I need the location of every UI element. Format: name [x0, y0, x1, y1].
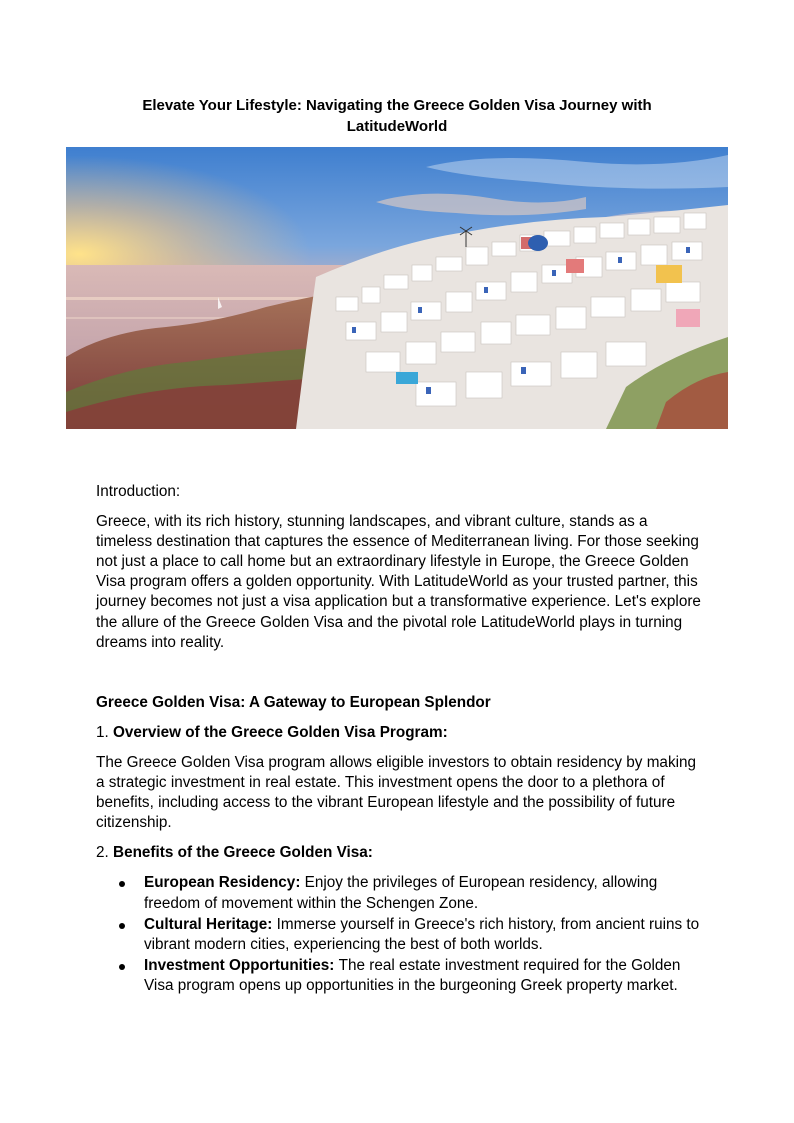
list-item-label: Investment Opportunities:: [144, 956, 339, 974]
list-item-text: Enjoy the privileges of European residency, allowing freedom of movement within the Schengen Zone.: [144, 874, 658, 912]
intro-label: Introduction:: [96, 483, 181, 500]
list-item-text: Immerse yourself in Greece's rich history, from ancient ruins to vibrant modern cities, experiencing the best of both worlds.: [144, 915, 700, 953]
item-2-heading: [96, 843, 704, 863]
list-item-label: Cultural Heritage:: [144, 915, 277, 933]
item-1-heading: [96, 723, 704, 743]
list-item-text: The real estate investment required for the Golden Visa program opens up opportunities in the burgeoning Greek property market.: [144, 956, 681, 994]
item-1-title: Overview of the Greece Golden Visa Program:: [113, 723, 448, 741]
item-2-title: Benefits of the Greece Golden Visa:: [113, 844, 373, 862]
list-item: [144, 873, 704, 913]
bullet-icon: [119, 964, 125, 970]
page-title: Elevate Your Lifestyle: Navigating the Greece Golden Visa Journey with LatitudeWorld: [142, 97, 652, 135]
bullet-icon: [119, 881, 125, 887]
list-item: [144, 915, 704, 955]
list-item: [144, 956, 704, 996]
item-1-paragraph: The Greece Golden Visa program allows eligible investors to obtain residency by making a strategic investment in real estate. This investment opens the door to a plethora of benefits, including access to the vibrant European lifestyle and the possibility of future citizenship.: [96, 753, 696, 832]
document-body: [96, 482, 704, 997]
section-heading: Greece Golden Visa: A Gateway to European Splendor: [96, 693, 491, 711]
benefits-list: [96, 873, 704, 996]
list-item-label: European Residency:: [144, 874, 305, 892]
item-2-number: 2.: [96, 844, 114, 862]
item-1-number: 1.: [96, 723, 114, 741]
bullet-icon: [119, 923, 125, 929]
hero-image-santorini: [66, 147, 728, 429]
intro-paragraph: Greece, with its rich history, stunning landscapes, and vibrant culture, stands as a timeless destination that captures the essence of Mediterranean living. For those seeking not just a place to call home but an extraordinary lifestyle in Europe, the Greece Golden Visa program offers a golden opportunity. With LatitudeWorld as your trusted partner, this journey becomes not just a visa application but a transformative experience. Let's explore the allure of the Greece Golden Visa and the pivotal role LatitudeWorld plays in turning dreams into reality.: [96, 513, 701, 651]
